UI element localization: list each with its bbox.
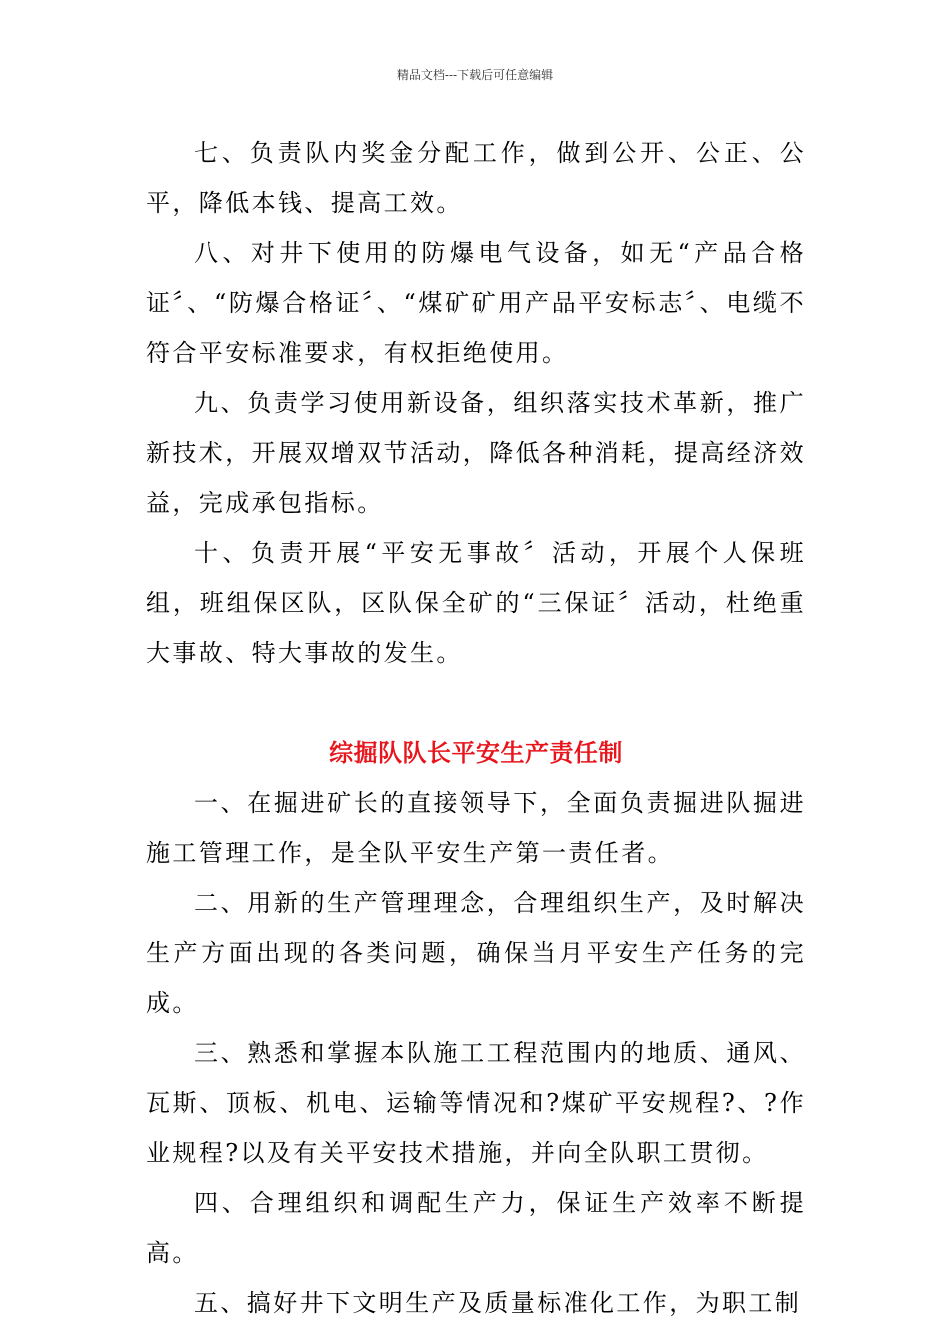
paragraph-10: 十、负责开展“平安无事故〞活动，开展个人保班组，班组保区队，区队保全矿的“三保证〞活动，杜绝重大事故、特大事故的发生。 [146, 539, 806, 667]
page-header: 精品文档---下载后可任意编辑 [396, 68, 554, 82]
paragraph-4: 四、合理组织和调配生产力，保证生产效率不断提高。 [146, 1189, 806, 1267]
paragraph-9: 九、负责学习使用新设备，组织落实技术革新，推广新技术，开展双增双节活动，降低各种消耗，提高经济效益，完成承包指标。 [146, 389, 806, 517]
paragraph-3: 三、熟悉和掌握本队施工工程范围内的地质、通风、瓦斯、顶板、机电、运输等情况和?煤矿平安规程?、?作业规程?以及有关平安技术措施，并向全队职工贯彻。 [146, 1039, 806, 1167]
paragraph-7: 七、负责队内奖金分配工作，做到公开、公正、公平，降低本钱、提高工效。 [146, 139, 806, 217]
paragraph-1: 一、在掘进矿长的直接领导下，全面负责掘进队掘进施工管理工作，是全队平安生产第一责任者。 [146, 789, 806, 867]
paragraph-5: 五、搞好井下文明生产及质量标准化工作，为职工制 [194, 1289, 802, 1317]
paragraph-8: 八、对井下使用的防爆电气设备，如无“产品合格证〞、“防爆合格证〞、“煤矿矿用产品平安标志〞、电缆不符合平安标准要求，有权拒绝使用。 [146, 239, 806, 367]
document-body [146, 128, 806, 1328]
section-title: 综掘队队长平安生产责任制 [329, 739, 623, 767]
paragraph-2: 二、用新的生产管理理念，合理组织生产，及时解决生产方面出现的各类问题，确保当月平安生产任务的完成。 [146, 889, 806, 1017]
